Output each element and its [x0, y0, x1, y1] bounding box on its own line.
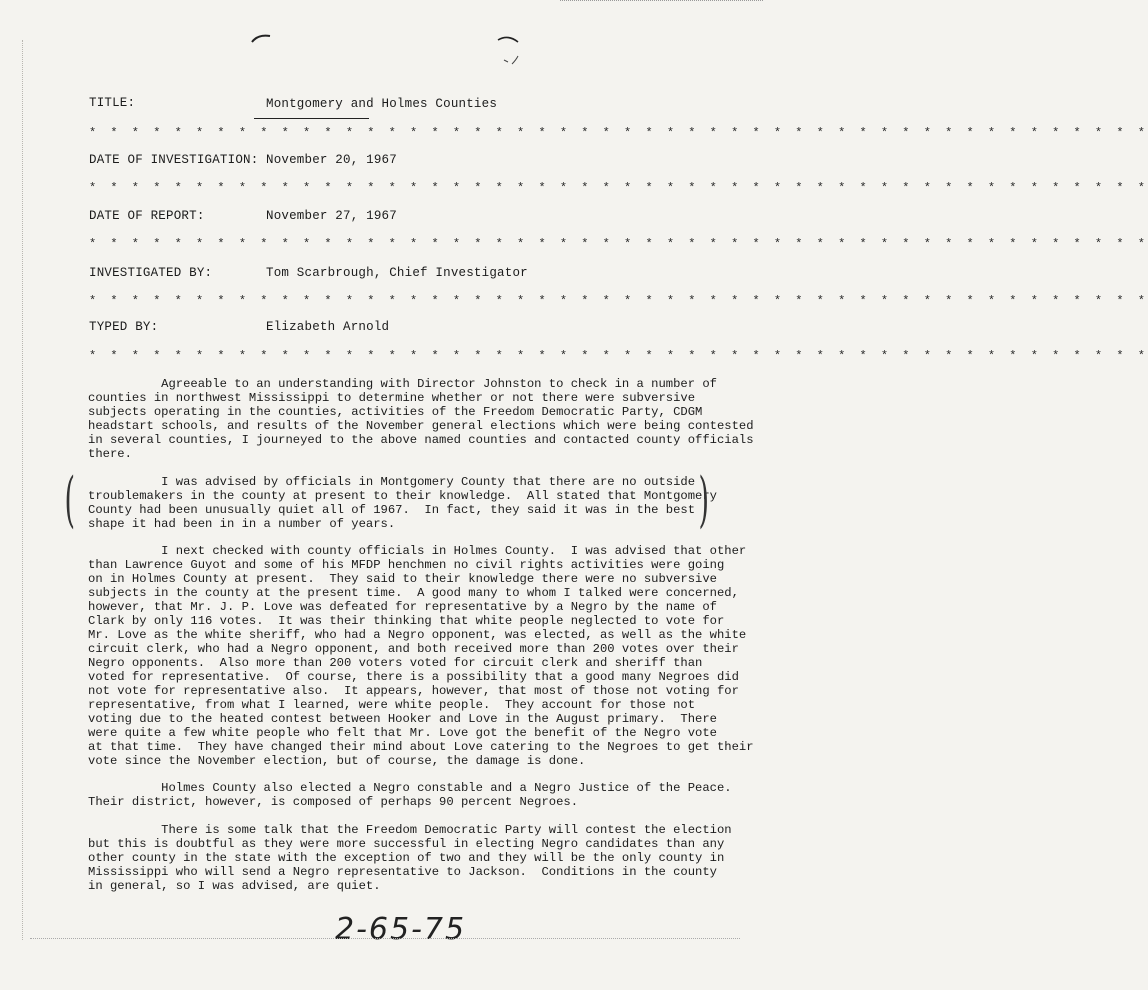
- paragraph-1: Agreeable to an understanding with Director Johnston to check in a number of counties in northwest Mississippi to determine whether or not there were subversive subjects operating in the counties, activities of the Freedom Democratic Party, CDGM headstart schools, and results of the November general elections which were being contested in several counties, I journeyed to the above named counties and contacted county officials there.: [88, 377, 754, 461]
- typed-by-label: TYPED BY:: [89, 320, 159, 334]
- separator-row: * * * * * * * * * * * * * * * * * * * * * * * * * * * * * * * * * * * * * * * * * * * * * * * * * *: [89, 294, 1148, 308]
- paragraph-4: Holmes County also elected a Negro constable and a Negro Justice of the Peace. Their district, however, is composed of perhaps 90 percent Negroes.: [88, 781, 732, 809]
- paragraph-5: There is some talk that the Freedom Democratic Party will contest the election but this is doubtful as they were more successful in electing Negro candidates than any other county in the state with the exception of two and they will be the only county in Mississippi who will send a Negro representative to Jackson. Conditions in the county in general, so I was advised, are quiet.: [88, 823, 732, 893]
- report-date-label: DATE OF REPORT:: [89, 209, 205, 223]
- scan-edge-line: [560, 0, 763, 4]
- pen-mark-right: [494, 34, 524, 68]
- typed-by-value: Elizabeth Arnold: [266, 320, 390, 334]
- investigation-date-value: November 20, 1967: [266, 153, 397, 167]
- investigated-by-label: INVESTIGATED BY:: [89, 266, 213, 280]
- margin-bracket-right: ): [698, 465, 709, 535]
- title-value: Montgomery and Holmes Counties: [266, 97, 498, 111]
- report-date-value: November 27, 1967: [266, 209, 397, 223]
- paragraph-2: I was advised by officials in Montgomery County that there are no outside troublemakers in the county at present to their knowledge. All stated that Montgomery County had been unusually quiet all of 1967. In fact, they said it was in the best shape it had been in in a number of years.: [88, 475, 717, 531]
- scan-margin-line: [22, 40, 24, 940]
- scan-bottom-line: [30, 938, 740, 940]
- paragraph-3: I next checked with county officials in Holmes County. I was advised that other than Lawrence Guyot and some of his MFDP henchmen no civil rights activities were going on in Holmes County at present. They said to their knowledge there were no subversive subjects in the county at the present time. A good many to whom I talked were concerned, however, that Mr. J. P. Love was defeated for representative by a Negro by the name of Clark by only 116 votes. It was their thinking that white people neglected to vote for Mr. Love as the white sheriff, who had a Negro opponent, was elected, as well as the white circuit clerk, who had a Negro opponent, and both received more than 200 votes over their Negro opponents. Also more than 200 voters voted for circuit clerk and sheriff than voted for representative. Of course, there is a possibility that a good many Negroes did not vote for representative also. It appears, however, that most of those not voting for representative, from what I learned, were white people. They account for those not voting due to the heated contest between Hooker and Love in the August primary. There were quite a few white people who felt that Mr. Love got the benefit of the Negro vote at that time. They have changed their mind about Love catering to the Negroes to get their vote since the November election, but of course, the damage is done.: [88, 544, 754, 768]
- pen-mark-left: [250, 32, 274, 46]
- investigation-date-label: DATE OF INVESTIGATION:: [89, 153, 259, 167]
- margin-bracket-left: (: [64, 465, 75, 535]
- separator-row: * * * * * * * * * * * * * * * * * * * * * * * * * * * * * * * * * * * * * * * * * * * * * * * * * *: [89, 126, 1148, 140]
- separator-row: * * * * * * * * * * * * * * * * * * * * * * * * * * * * * * * * * * * * * * * * * * * * * * * * * *: [89, 181, 1148, 195]
- separator-row: * * * * * * * * * * * * * * * * * * * * * * * * * * * * * * * * * * * * * * * * * * * * * * * * * *: [89, 349, 1148, 363]
- separator-row: * * * * * * * * * * * * * * * * * * * * * * * * * * * * * * * * * * * * * * * * * * * * * * * * * *: [89, 237, 1148, 251]
- investigated-by-value: Tom Scarbrough, Chief Investigator: [266, 266, 528, 280]
- title-label: TITLE:: [89, 96, 136, 110]
- title-underline: [254, 118, 369, 119]
- handwritten-document-number: 2-65-75: [335, 912, 467, 947]
